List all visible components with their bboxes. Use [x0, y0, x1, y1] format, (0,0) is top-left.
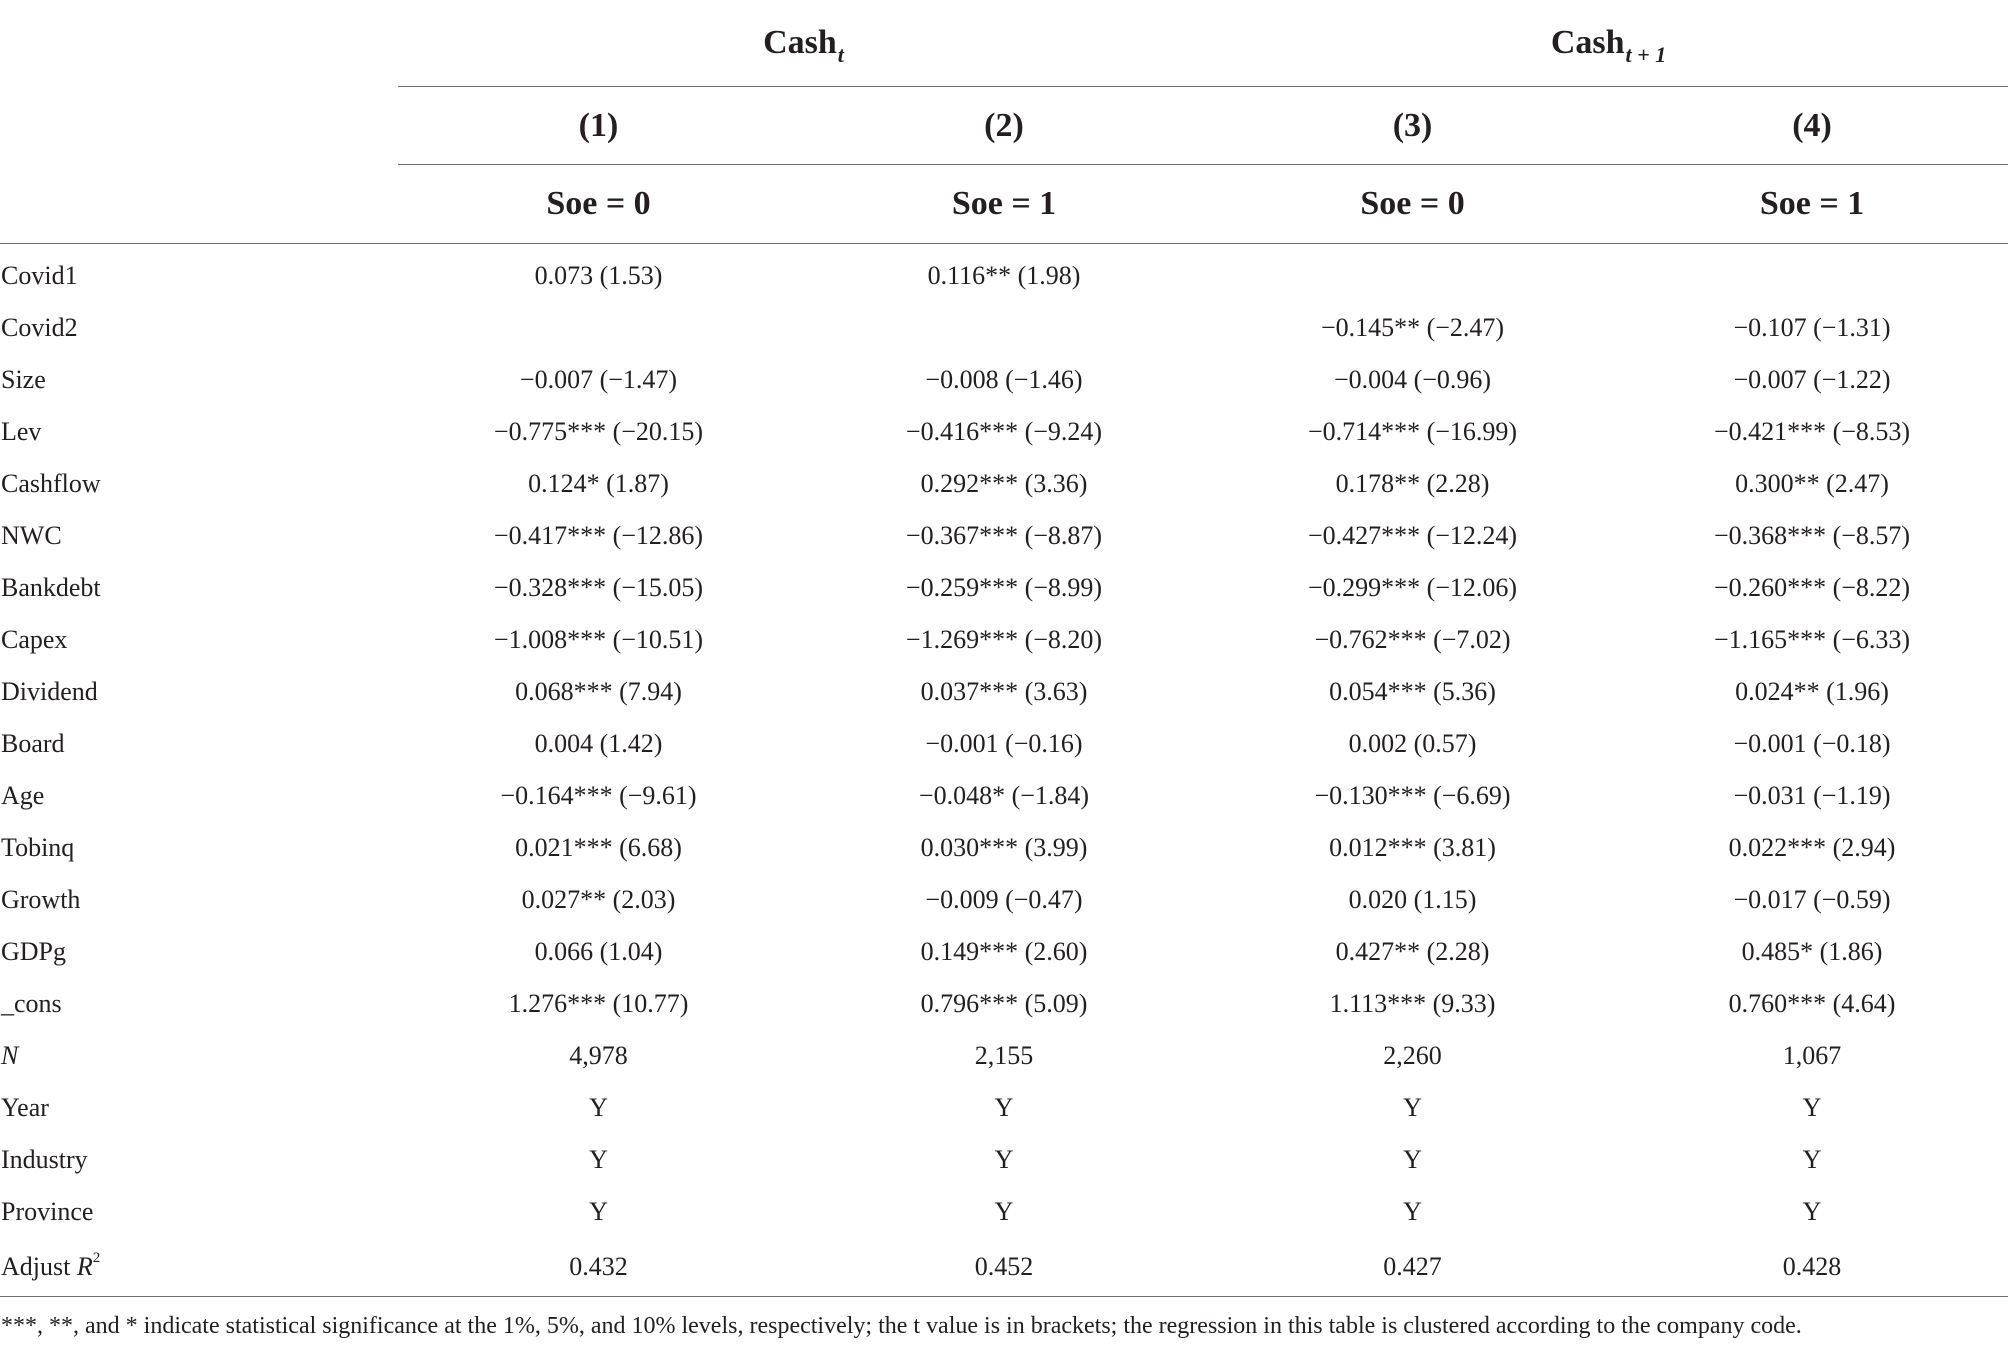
table-row	[0, 244, 2008, 303]
table-row	[0, 302, 2008, 354]
header-subsample-2: Soe = 1	[799, 165, 1209, 244]
header-blank-cell	[0, 0, 398, 87]
table-cell-model-1: 0.027** (2.03)	[521, 885, 676, 914]
table-cell-model-3: −0.427*** (−12.24)	[1307, 521, 1518, 550]
table-row	[0, 926, 2008, 978]
table-cell-model-4: 0.428	[1616, 1238, 2008, 1297]
table-cell-model-4	[1616, 244, 2008, 303]
table-cell-model-2: Y	[994, 1197, 1014, 1226]
table-cell-model-4: −0.007 (−1.22)	[1733, 365, 1891, 394]
table-row	[0, 406, 2008, 458]
table-cell-model-2: 0.452	[799, 1238, 1209, 1297]
header-subsample-1: Soe = 0	[398, 165, 799, 244]
table-cell-model-3: 0.178** (2.28)	[1335, 469, 1490, 498]
table-cell-model-4: Y	[1802, 1145, 1822, 1174]
table-cell-model-3: −0.145** (−2.47)	[1320, 313, 1505, 342]
table-cell-model-1: −0.007 (−1.47)	[519, 365, 678, 394]
table-cell-model-2: −0.367*** (−8.87)	[905, 521, 1103, 550]
table-cell-model-1: Y	[589, 1197, 608, 1226]
header-model-1: (1)	[398, 87, 799, 165]
row-label	[0, 244, 398, 303]
table-row	[0, 978, 2008, 1030]
header-group-cash-t1-base: Cash	[1550, 24, 1625, 61]
row-label-text: Province	[1, 1197, 94, 1226]
row-label-text: Tobinq	[1, 833, 75, 862]
table-cell-model-4: −0.368*** (−8.57)	[1713, 521, 1911, 550]
table-cell-model-1: 0.066 (1.04)	[534, 937, 663, 966]
header-group-cash-t1-subscript: t + 1	[1625, 42, 1667, 67]
table-cell-model-3: Y	[1403, 1145, 1422, 1174]
row-label	[0, 718, 398, 770]
row-label-superscript: 2	[92, 1250, 101, 1267]
table-cell-model-3: 1.113*** (9.33)	[1329, 989, 1496, 1018]
table-cell-model-1: −0.328*** (−15.05)	[493, 573, 704, 602]
table-row	[0, 874, 2008, 926]
row-label-text: Bankdebt	[1, 573, 101, 602]
table-cell-model-1: −1.008*** (−10.51)	[493, 625, 704, 654]
table-cell-model-2: −0.001 (−0.16)	[925, 729, 1083, 758]
table-row	[0, 770, 2008, 822]
row-label-text: Dividend	[1, 677, 98, 706]
table-row	[0, 1186, 2008, 1238]
table-row	[0, 666, 2008, 718]
row-label	[0, 458, 398, 510]
table-cell-model-1: 0.432	[398, 1238, 799, 1297]
row-label-r-symbol: R	[76, 1252, 93, 1281]
row-label	[0, 874, 398, 926]
row-label-text: Size	[1, 365, 46, 394]
row-label-text: GDPg	[1, 937, 67, 966]
table-row	[0, 562, 2008, 614]
table-cell-model-4: 0.485* (1.86)	[1741, 937, 1883, 966]
table-cell-model-2: −0.048* (−1.84)	[918, 781, 1090, 810]
table-cell-model-2: −0.008 (−1.46)	[925, 365, 1083, 394]
table-cell-model-3	[1209, 244, 1616, 303]
table-row	[0, 510, 2008, 562]
header-row-dependent-variable	[0, 0, 2008, 87]
header-subsample-4: Soe = 1	[1616, 165, 2008, 244]
row-label-text: Growth	[1, 885, 81, 914]
row-label	[0, 1238, 398, 1297]
table-cell-model-1: −0.775*** (−20.15)	[493, 417, 704, 446]
header-blank-cell	[0, 165, 398, 244]
row-label	[0, 614, 398, 666]
table-cell-model-2: 2,155	[974, 1041, 1034, 1070]
table-cell-model-3: 0.012*** (3.81)	[1329, 833, 1496, 862]
row-label-text: Adjust	[1, 1252, 71, 1281]
table-cell-model-2: −0.416*** (−9.24)	[905, 417, 1103, 446]
row-label	[0, 1082, 398, 1134]
table-row	[0, 1134, 2008, 1186]
row-label	[0, 978, 398, 1030]
table-cell-model-2: 0.292*** (3.36)	[920, 469, 1088, 498]
table-cell-model-3: Y	[1403, 1197, 1422, 1226]
table-row	[0, 1238, 2008, 1297]
table-cell-model-2: −0.009 (−0.47)	[925, 885, 1083, 914]
table-cell-model-3: 2,260	[1383, 1041, 1442, 1070]
header-row-subsamples	[0, 165, 2008, 244]
table-row	[0, 1030, 2008, 1082]
table-cell-model-4: −0.421*** (−8.53)	[1713, 417, 1911, 446]
table-cell-model-2: −1.269*** (−8.20)	[905, 625, 1103, 654]
row-label-text: Industry	[1, 1145, 88, 1174]
table-cell-model-4: −0.001 (−0.18)	[1733, 729, 1891, 758]
table-cell-model-4: −1.165*** (−6.33)	[1713, 625, 1911, 654]
row-label	[0, 406, 398, 458]
table-cell-model-1: 0.004 (1.42)	[534, 729, 663, 758]
table-cell-model-2	[799, 302, 1209, 354]
row-label-text: Covid2	[1, 313, 78, 342]
table-row	[0, 614, 2008, 666]
row-label-text: Cashflow	[1, 469, 101, 498]
header-row-model-numbers	[0, 87, 2008, 165]
table-cell-model-1: −0.164*** (−9.61)	[500, 781, 697, 810]
header-group-cash-t1	[1209, 0, 2008, 87]
table-cell-model-3: Y	[1403, 1093, 1422, 1122]
table-cell-model-1: 1.276*** (10.77)	[508, 989, 689, 1018]
table-footnote: ***, **, and * indicate statistical significance at the 1%, 5%, and 10% levels, respectively; the t value is in brackets; the regression in this table is clustered according to the company code.	[1, 1313, 1802, 1339]
table-cell-model-4: −0.260*** (−8.22)	[1713, 573, 1911, 602]
table-cell-model-2: 0.030*** (3.99)	[920, 833, 1088, 862]
table-cell-model-4: 0.024** (1.96)	[1735, 677, 1889, 706]
table-cell-model-4: −0.017 (−0.59)	[1733, 885, 1891, 914]
table-cell-model-4: 0.022*** (2.94)	[1728, 833, 1896, 862]
header-group-cash-t	[398, 0, 1209, 87]
row-label-text: _cons	[1, 989, 62, 1018]
row-label-text: Lev	[1, 417, 42, 446]
table-cell-model-2: 0.796*** (5.09)	[920, 989, 1088, 1018]
table-row	[0, 1082, 2008, 1134]
row-label-text: NWC	[1, 521, 62, 550]
table-cell-model-1: Y	[589, 1093, 608, 1122]
row-label	[0, 1134, 398, 1186]
row-label	[0, 510, 398, 562]
table-cell-model-1: 4,978	[569, 1041, 628, 1070]
header-blank-cell	[0, 87, 398, 165]
table-cell-model-3: 0.427** (2.28)	[1335, 937, 1490, 966]
row-label-text: Capex	[1, 625, 68, 654]
header-group-cash-t-base: Cash	[763, 24, 837, 61]
row-label-text: Board	[1, 729, 65, 758]
row-label-text: Age	[1, 781, 45, 810]
table-cell-model-3: 0.054*** (5.36)	[1329, 677, 1496, 706]
table-cell-model-2: 0.149*** (2.60)	[920, 937, 1088, 966]
table-cell-model-3: −0.762*** (−7.02)	[1314, 625, 1511, 654]
table-row	[0, 822, 2008, 874]
header-model-3: (3)	[1209, 87, 1616, 165]
row-label	[0, 1186, 398, 1238]
table-row	[0, 718, 2008, 770]
table-cell-model-1: 0.068*** (7.94)	[515, 677, 682, 706]
table-cell-model-3: −0.714*** (−16.99)	[1307, 417, 1518, 446]
row-label-text: Year	[1, 1093, 49, 1122]
table-cell-model-1: 0.073 (1.53)	[534, 261, 663, 290]
table-cell-model-3: 0.427	[1209, 1238, 1616, 1297]
table-cell-model-3: −0.004 (−0.96)	[1333, 365, 1492, 394]
table-cell-model-3: 0.002 (0.57)	[1348, 729, 1477, 758]
table-cell-model-2: 0.037*** (3.63)	[920, 677, 1088, 706]
table-cell-model-3: −0.299*** (−12.06)	[1307, 573, 1518, 602]
table-cell-model-2: 0.116** (1.98)	[927, 261, 1081, 290]
table-cell-model-4: −0.107 (−1.31)	[1733, 313, 1891, 342]
table-cell-model-4: −0.031 (−1.19)	[1733, 781, 1891, 810]
table-cell-model-1: Y	[589, 1145, 608, 1174]
row-label-text: N	[1, 1041, 19, 1070]
table-cell-model-3: −0.130*** (−6.69)	[1314, 781, 1511, 810]
row-label	[0, 770, 398, 822]
table-cell-model-1: 0.124* (1.87)	[528, 469, 669, 498]
header-subsample-3: Soe = 0	[1209, 165, 1616, 244]
table-body	[0, 244, 2008, 1297]
row-label	[0, 822, 398, 874]
row-label	[0, 302, 398, 354]
header-model-4: (4)	[1616, 87, 2008, 165]
row-label	[0, 666, 398, 718]
table-row	[0, 458, 2008, 510]
table-cell-model-1	[398, 302, 799, 354]
row-label-text: Covid1	[1, 261, 78, 290]
table-cell-model-3: 0.020 (1.15)	[1348, 885, 1477, 914]
row-label	[0, 562, 398, 614]
header-model-2: (2)	[799, 87, 1209, 165]
table-cell-model-2: Y	[994, 1145, 1014, 1174]
row-label	[0, 1030, 398, 1082]
table-cell-model-2: Y	[994, 1093, 1014, 1122]
table-cell-model-4: 0.300** (2.47)	[1735, 469, 1889, 498]
table-cell-model-4: Y	[1802, 1197, 1822, 1226]
table-cell-model-4: Y	[1802, 1093, 1822, 1122]
table-cell-model-1: 0.021*** (6.68)	[515, 833, 682, 862]
table-cell-model-4: 0.760*** (4.64)	[1728, 989, 1896, 1018]
row-label	[0, 354, 398, 406]
row-label	[0, 926, 398, 978]
table-cell-model-1: −0.417*** (−12.86)	[493, 521, 704, 550]
table-header	[0, 0, 2008, 244]
table-cell-model-2: −0.259*** (−8.99)	[905, 573, 1103, 602]
table-cell-model-4: 1,067	[1782, 1041, 1842, 1070]
table-row	[0, 354, 2008, 406]
header-group-cash-t-subscript: t	[837, 42, 844, 67]
